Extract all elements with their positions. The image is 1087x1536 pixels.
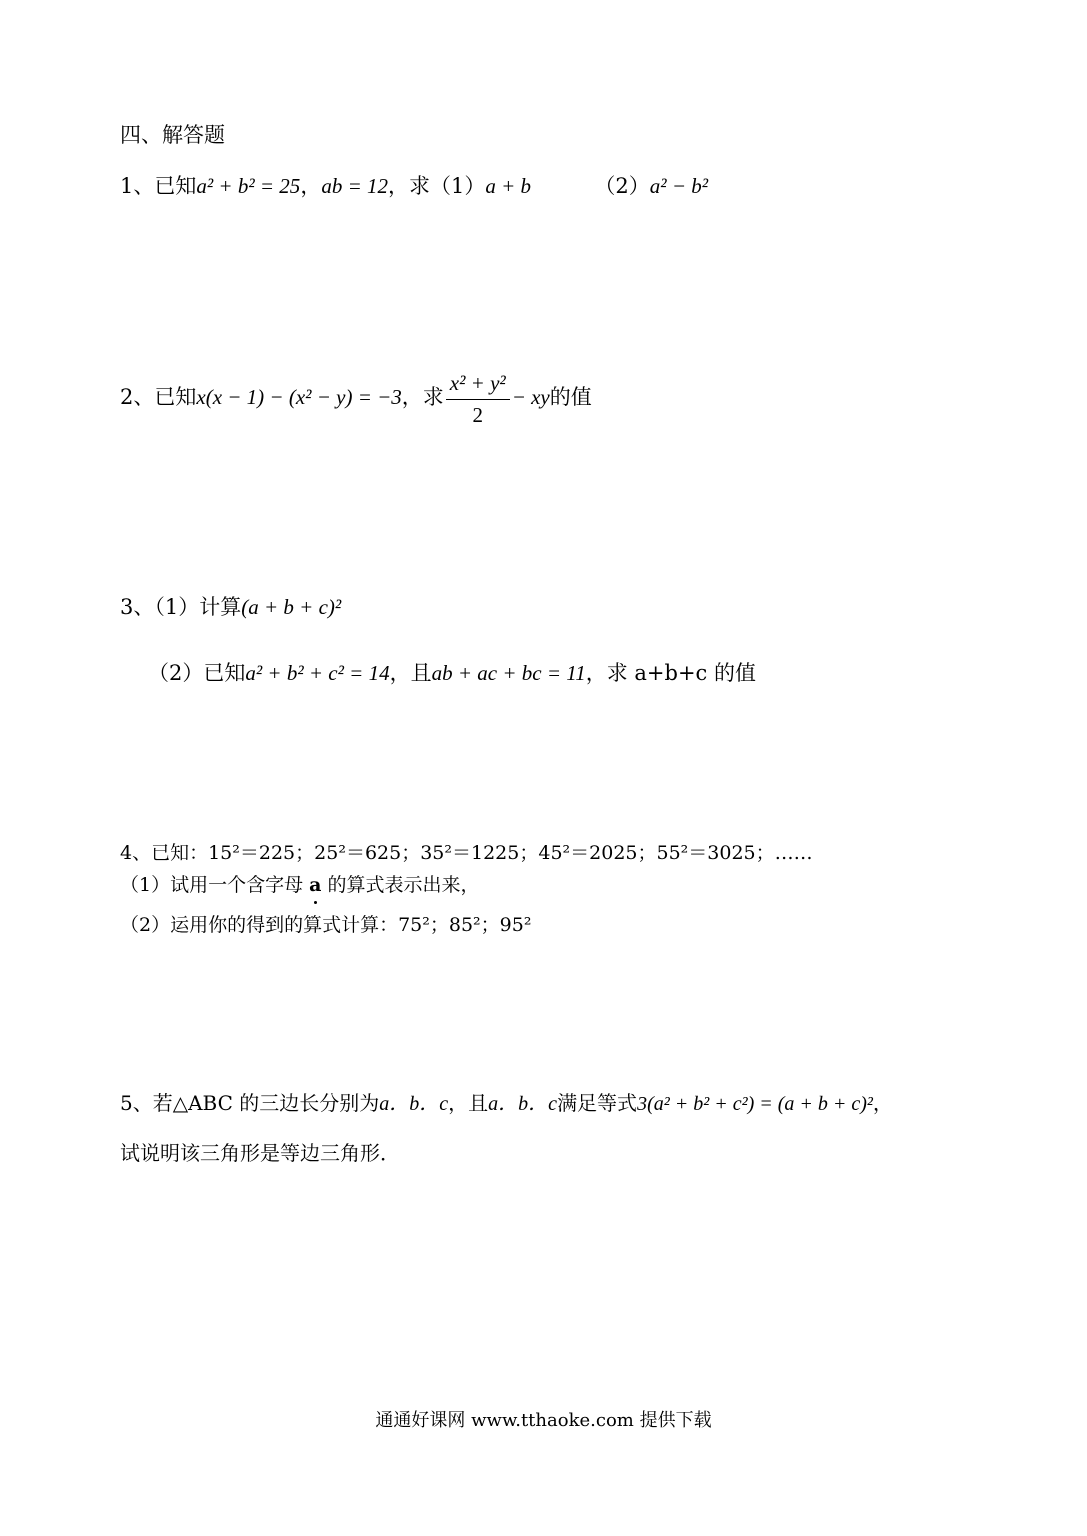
q3-line2-middle: ，且 <box>389 661 432 685</box>
q3-line1-expression: (a + b + c)² <box>241 595 342 619</box>
q2-fraction-numerator: x² + y² <box>446 370 510 400</box>
q5-line1-equation: 3(a² + b² + c²) = (a + b + c)² <box>637 1093 873 1115</box>
footer <box>0 1406 1087 1436</box>
q1-part-2-label: （2） <box>594 174 650 198</box>
q3-line2-condition-1: a² + b² + c² = 14 <box>245 661 390 685</box>
q3-line2-condition-2: ab + ac + bc = 11 <box>431 661 586 685</box>
q1-part-2: a² − b² <box>649 174 709 198</box>
question-2 <box>120 362 592 432</box>
q2-ask: ，求 <box>401 385 444 409</box>
q5-line1-variables-1: a．b．c <box>379 1093 449 1115</box>
q3-line2-prefix: （2）已知 <box>148 661 246 685</box>
q2-condition: x(x − 1) − (x² − y) = −3 <box>196 385 402 409</box>
q5-line1-part-a: 5、若△ABC 的三边长分别为 <box>120 1091 380 1115</box>
q2-fraction-denominator: 2 <box>472 402 483 427</box>
section-title <box>120 120 225 150</box>
question-5-line-2 <box>120 1138 400 1168</box>
question-3-line-1 <box>120 592 341 622</box>
question-3-line-2 <box>148 658 756 688</box>
section-title-text: 四、解答题 <box>120 123 225 147</box>
q4-line3-text: （2）运用你的得到的算式计算：75²；85²；95² <box>120 914 532 936</box>
q1-part-1: a + b <box>485 174 532 198</box>
q2-prefix: 2、已知 <box>120 385 197 409</box>
q1-prefix: 1、已知 <box>120 174 197 198</box>
q5-line1-end: ， <box>872 1091 893 1115</box>
question-4-line-3 <box>120 910 531 940</box>
q1-ask: ，求（1） <box>387 174 486 198</box>
q4-line2-emphasized-letter: a <box>309 870 321 900</box>
q4-line2-part-b: 的算式表示出来， <box>321 874 480 896</box>
q4-line1-text: 4、已知：15²＝225；25²＝625；35²＝1225；45²＝2025；55²＝3025；…… <box>120 842 813 864</box>
q1-condition-2: ab = 12 <box>321 174 388 198</box>
q4-line2-part-a: （1）试用一个含字母 <box>120 874 310 896</box>
q3-line2-suffix: ，求 a+b+c 的值 <box>585 661 756 685</box>
question-4-line-1 <box>120 838 813 868</box>
q5-line1-part-b: ，且 <box>448 1091 489 1115</box>
question-5-line-1 <box>120 1088 893 1119</box>
q5-line1-variables-2: a．b．c <box>488 1093 558 1115</box>
question-1 <box>120 171 708 201</box>
q1-condition-1: a² + b² = 25 <box>196 174 301 198</box>
q2-fraction <box>446 370 510 428</box>
q5-line2-text: 试说明该三角形是等边三角形． <box>120 1141 400 1165</box>
question-4-line-2 <box>120 870 480 900</box>
q3-line1-prefix: 3、（1）计算 <box>120 595 242 619</box>
q5-line1-part-c: 满足等式 <box>557 1091 638 1115</box>
footer-text: 通通好课网 www.tthaoke.com 提供下载 <box>375 1410 712 1431</box>
q1-separator: ， <box>300 174 322 198</box>
q2-tail-expression: − xy <box>511 385 550 409</box>
q2-suffix: 的值 <box>549 385 592 409</box>
